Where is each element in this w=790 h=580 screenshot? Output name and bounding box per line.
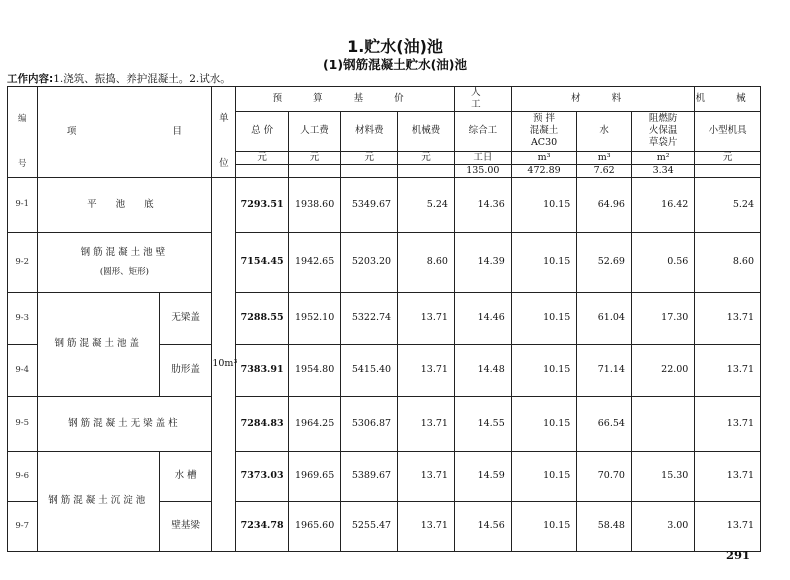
row-tools: 13.71 (695, 451, 761, 501)
row-machine: 13.71 (398, 501, 455, 551)
unit-cell: 元 (236, 151, 288, 164)
unit-cell: m² (631, 151, 694, 164)
row-labor: 1954.80 (288, 344, 340, 396)
price-cell: 7.62 (577, 164, 632, 177)
unit-cell: 元 (695, 151, 761, 164)
row-code: 9-4 (8, 344, 38, 396)
work-content-label: 工作内容: (7, 73, 54, 85)
header-code-top: 编 (8, 87, 38, 152)
row-water: 52.69 (577, 232, 632, 292)
price-cell: 3.34 (631, 164, 694, 177)
row-machine: 8.60 (398, 232, 455, 292)
page-subtitle: (1)钢筋混凝土贮水(油)池 (322, 57, 468, 72)
row-water: 58.48 (577, 501, 632, 551)
header-item (37, 87, 212, 178)
header-item-b: 目 (172, 125, 182, 137)
col-total: 总 价 (236, 111, 288, 151)
col-small-tools: 小型机具 (695, 111, 761, 151)
row-labor: 1942.65 (288, 232, 340, 292)
row-water: 66.54 (577, 396, 632, 451)
row-total: 7154.45 (236, 232, 288, 292)
row-straw-bag: 17.30 (631, 292, 694, 344)
row-concrete: 10.15 (511, 501, 577, 551)
table-row (8, 232, 761, 292)
row-workday: 14.36 (454, 177, 511, 232)
row-concrete: 10.15 (511, 396, 577, 451)
row-material: 5203.20 (341, 232, 398, 292)
work-content-text: 1.浇筑、振捣、养护混凝土。2.试水。 (53, 73, 231, 85)
row-labor: 1952.10 (288, 292, 340, 344)
header-budget-group: 预 算 基 价 (236, 87, 455, 112)
page-title: 1.贮水(油)池 (347, 37, 443, 56)
row-workday: 14.59 (454, 451, 511, 501)
row-code: 9-3 (8, 292, 38, 344)
row-tools: 5.24 (695, 177, 761, 232)
unit-cell: 元 (288, 151, 340, 164)
col-straw-bag: 阻燃防 火保温 草袋片 (631, 111, 694, 151)
row-water: 71.14 (577, 344, 632, 396)
row-code: 9-7 (8, 501, 38, 551)
price-cell (695, 164, 761, 177)
row-tools: 13.71 (695, 396, 761, 451)
table-row (8, 177, 761, 232)
row-machine: 13.71 (398, 344, 455, 396)
row-group: 钢筋混凝土沉淀池 (37, 451, 159, 551)
row-name-cell (37, 232, 212, 292)
row-machine: 13.71 (398, 451, 455, 501)
row-workday: 14.56 (454, 501, 511, 551)
header-code-bottom: 号 (8, 151, 38, 177)
row-tools: 13.71 (695, 292, 761, 344)
row-group: 钢筋混凝土池盖 (37, 292, 159, 396)
row-water: 70.70 (577, 451, 632, 501)
row-code: 9-5 (8, 396, 38, 451)
page-number: 291 (726, 548, 751, 562)
row-total: 7293.51 (236, 177, 288, 232)
header-unit-top: 单 (212, 87, 236, 152)
row-concrete: 10.15 (511, 177, 577, 232)
work-content (7, 71, 231, 86)
row-code: 9-6 (8, 451, 38, 501)
row-water: 64.96 (577, 177, 632, 232)
unit-cell: m³ (511, 151, 577, 164)
row-name: 钢筋混凝土无梁盖柱 (37, 396, 212, 451)
col-concrete: 预 拌 混凝土 AC30 (511, 111, 577, 151)
row-straw-bag: 16.42 (631, 177, 694, 232)
row-total: 7288.55 (236, 292, 288, 344)
col-workday: 综合工 (454, 111, 511, 151)
row-material: 5306.87 (341, 396, 398, 451)
row-material: 5322.74 (341, 292, 398, 344)
row-material: 5349.67 (341, 177, 398, 232)
row-labor: 1965.60 (288, 501, 340, 551)
price-cell: 472.89 (511, 164, 577, 177)
header-machine-group: 机 械 (695, 87, 761, 112)
row-concrete: 10.15 (511, 344, 577, 396)
table-row (8, 451, 761, 501)
col-water: 水 (577, 111, 632, 151)
row-sub: 肋形盖 (159, 344, 211, 396)
table-row (8, 292, 761, 344)
header-labor-group: 人 工 (454, 87, 511, 112)
col-material-fee: 材料费 (341, 111, 398, 151)
table-row (8, 396, 761, 451)
price-cell (341, 164, 398, 177)
row-straw-bag: 3.00 (631, 501, 694, 551)
row-workday: 14.48 (454, 344, 511, 396)
row-machine: 13.71 (398, 292, 455, 344)
header-item-a: 项 (66, 125, 77, 137)
unit-cell: 工日 (454, 151, 511, 164)
row-tools: 13.71 (695, 501, 761, 551)
row-workday: 14.39 (454, 232, 511, 292)
row-straw-bag: 0.56 (631, 232, 694, 292)
row-code: 9-1 (8, 177, 38, 232)
quota-table (7, 86, 761, 552)
row-tools: 13.71 (695, 344, 761, 396)
row-note: (圆形、矩形) (99, 266, 149, 277)
header-unit-bottom: 位 (212, 151, 236, 177)
row-name: 钢筋混凝土池壁 (80, 247, 169, 258)
unit-cell: m³ (577, 151, 632, 164)
price-cell (398, 164, 455, 177)
row-machine: 13.71 (398, 396, 455, 451)
row-total: 7383.91 (236, 344, 288, 396)
row-labor: 1969.65 (288, 451, 340, 501)
row-straw-bag: 15.30 (631, 451, 694, 501)
row-total: 7234.78 (236, 501, 288, 551)
row-sub: 无梁盖 (159, 292, 211, 344)
row-sub: 水 槽 (159, 451, 211, 501)
row-name: 平 池 底 (37, 177, 212, 232)
row-material: 5415.40 (341, 344, 398, 396)
unit-cell: 元 (341, 151, 398, 164)
row-straw-bag (631, 396, 694, 451)
col-labor-fee: 人工费 (288, 111, 340, 151)
price-cell: 135.00 (454, 164, 511, 177)
row-labor: 1938.60 (288, 177, 340, 232)
row-total: 7284.83 (236, 396, 288, 451)
row-machine: 5.24 (398, 177, 455, 232)
row-concrete: 10.15 (511, 292, 577, 344)
row-code: 9-2 (8, 232, 38, 292)
row-straw-bag: 22.00 (631, 344, 694, 396)
row-material: 5255.47 (341, 501, 398, 551)
row-concrete: 10.15 (511, 232, 577, 292)
price-cell (236, 164, 288, 177)
price-cell (288, 164, 340, 177)
row-water: 61.04 (577, 292, 632, 344)
row-sub: 壁基梁 (159, 501, 211, 551)
row-unit: 10m³ (212, 177, 236, 551)
row-workday: 14.55 (454, 396, 511, 451)
row-workday: 14.46 (454, 292, 511, 344)
header-material-group: 材 料 (511, 87, 695, 112)
unit-cell: 元 (398, 151, 455, 164)
row-concrete: 10.15 (511, 451, 577, 501)
row-tools: 8.60 (695, 232, 761, 292)
row-labor: 1964.25 (288, 396, 340, 451)
row-total: 7373.03 (236, 451, 288, 501)
col-machine-fee: 机械费 (398, 111, 455, 151)
row-material: 5389.67 (341, 451, 398, 501)
